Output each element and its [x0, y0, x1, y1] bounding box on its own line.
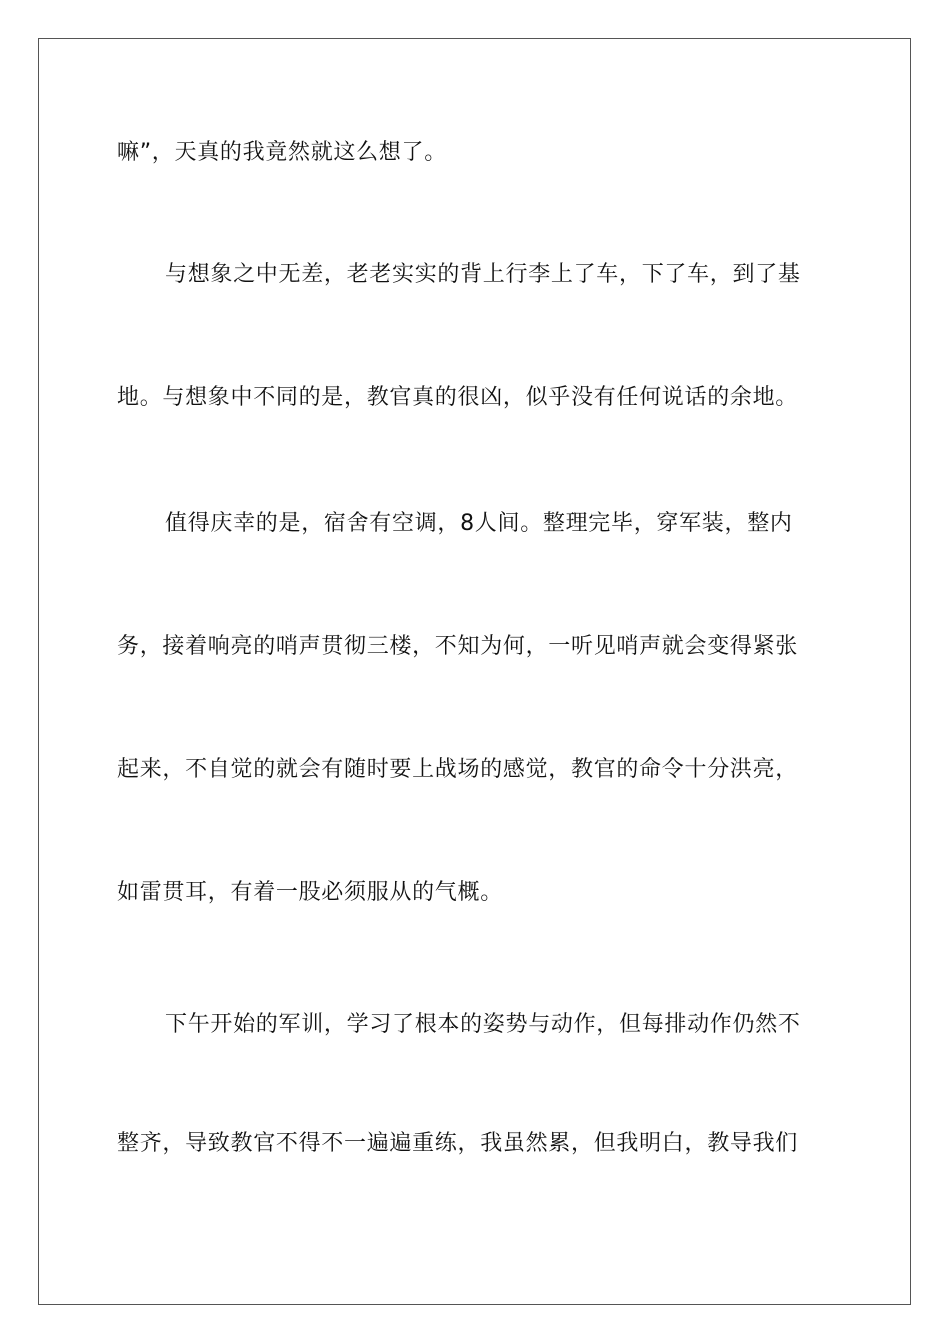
- text-line: 地。与想象中不同的是，教官真的很凶，似乎没有任何说话的余地。: [117, 385, 799, 410]
- paragraph-first-line: 下午开始的军训，学习了根本的姿势与动作，但每排动作仍然不: [165, 1012, 801, 1037]
- page-border: [38, 38, 911, 1305]
- text-line: 整齐，导致教官不得不一遍遍重练，我虽然累，但我明白，教导我们: [117, 1131, 799, 1156]
- paragraph-first-line: 与想象之中无差，老老实实的背上行李上了车，下了车，到了基: [165, 262, 801, 287]
- paragraph-first-line: 值得庆幸的是，宿舍有空调，8人间。整理完毕，穿军装，整内: [165, 511, 793, 536]
- text-line: 嘛”，天真的我竟然就这么想了。: [117, 140, 447, 165]
- text-line: 如雷贯耳，有着一股必须服从的气概。: [117, 880, 503, 905]
- text-line: 务，接着响亮的哨声贯彻三楼，不知为何，一听见哨声就会变得紧张: [117, 634, 799, 659]
- text-line: 起来，不自觉的就会有随时要上战场的感觉，教官的命令十分洪亮，: [117, 757, 799, 782]
